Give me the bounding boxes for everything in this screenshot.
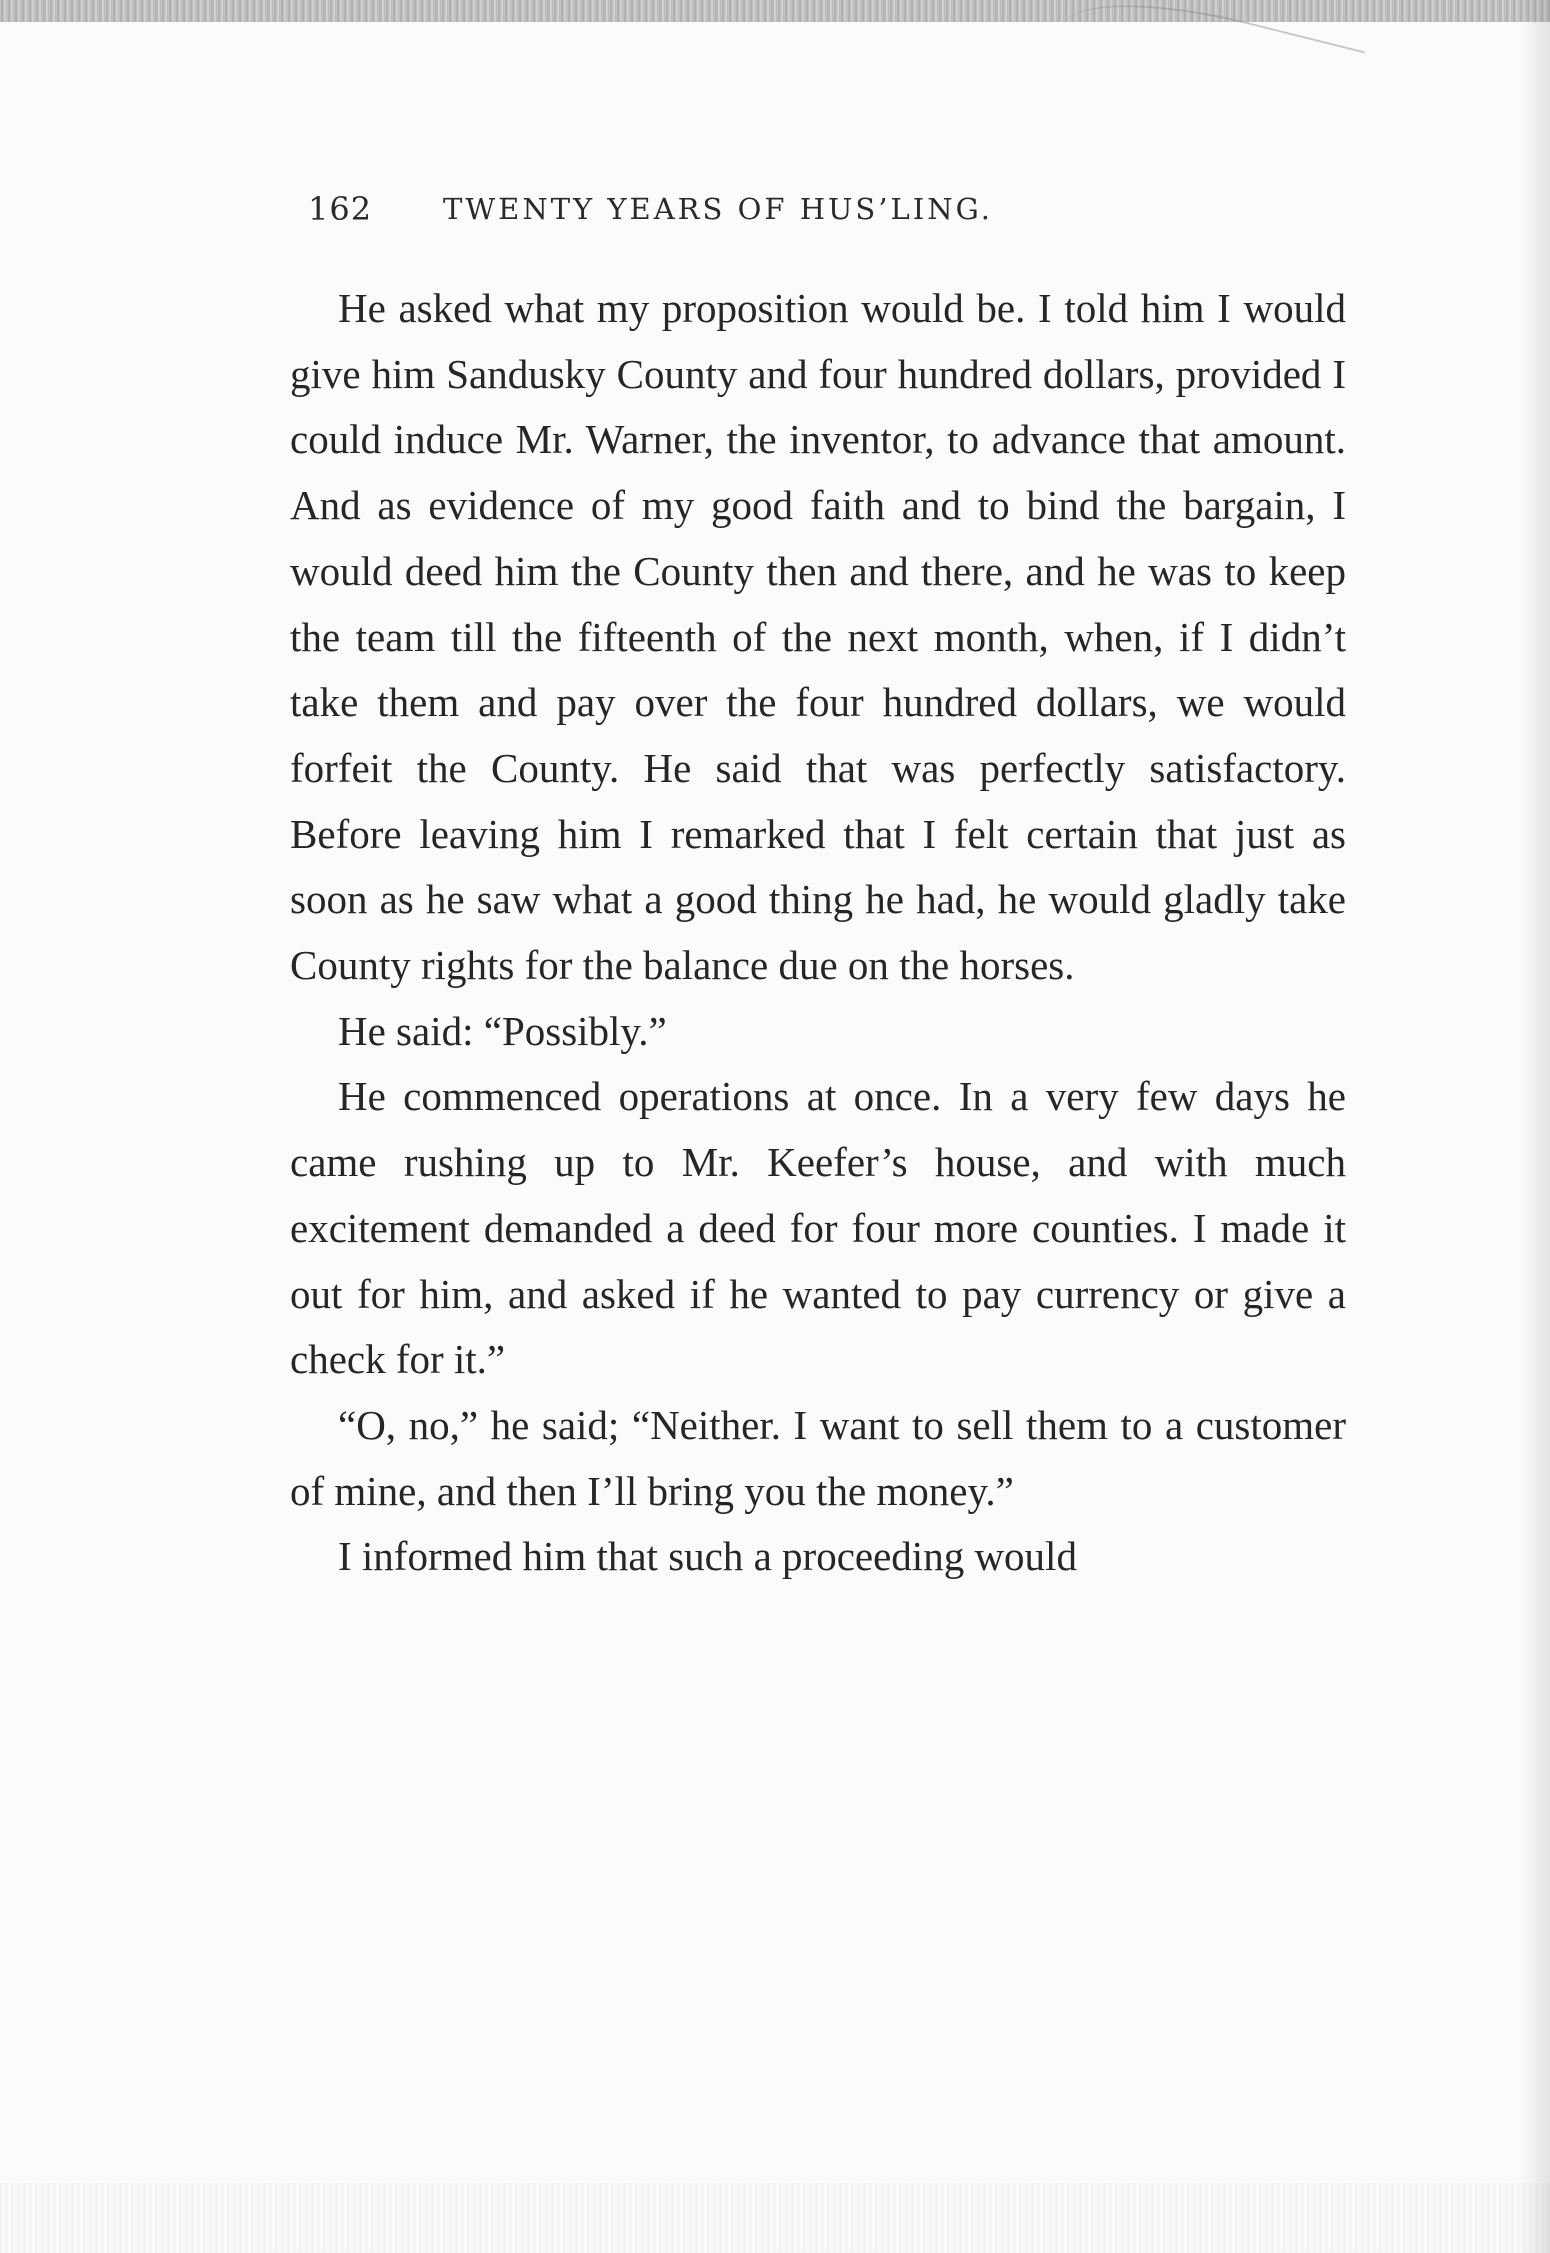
scan-top-edge	[0, 0, 1550, 22]
paragraph: I informed him that such a proceeding would	[338, 1533, 1077, 1580]
running-head	[308, 190, 1268, 240]
scan-right-edge-shadow	[1520, 0, 1550, 2253]
body-text	[290, 276, 1346, 1590]
running-title: TWENTY YEARS OF HUS’LING.	[443, 192, 993, 226]
scan-bottom-noise	[0, 2183, 1550, 2253]
page-number: 162	[308, 190, 373, 228]
paragraph: He commenced operations at once. In a very few days he came rushing up to Mr. Keefer’s house, and with much excitement demanded a deed for four more counties. I made it out for him, and asked if he wanted to pay currency or give a check for it.”	[290, 1073, 1346, 1383]
paragraph: “O, no,” he said; “Neither. I want to sell them to a customer of mine, and then I’ll bring you the money.”	[290, 1401, 1346, 1514]
paragraph: He said: “Possibly.”	[338, 1007, 667, 1054]
paragraph: He asked what my proposition would be. I told him I would give him Sandusky County and four hundred dollars, provided I could induce Mr. Warner, the inventor, to advance that amount. And as evidence of my good faith and to bind the bargain, I would deed him the County then and there, and he was to keep the team till the fifteenth of the next month, when, if I didn’t take them and pay over the four hundred dollars, we would forfeit the County. He said that was perfectly satisfactory. Before leaving him I remarked that I felt certain that just as soon as he saw what a good thing he had, he would gladly take County rights for the balance due on the horses.	[290, 285, 1346, 989]
